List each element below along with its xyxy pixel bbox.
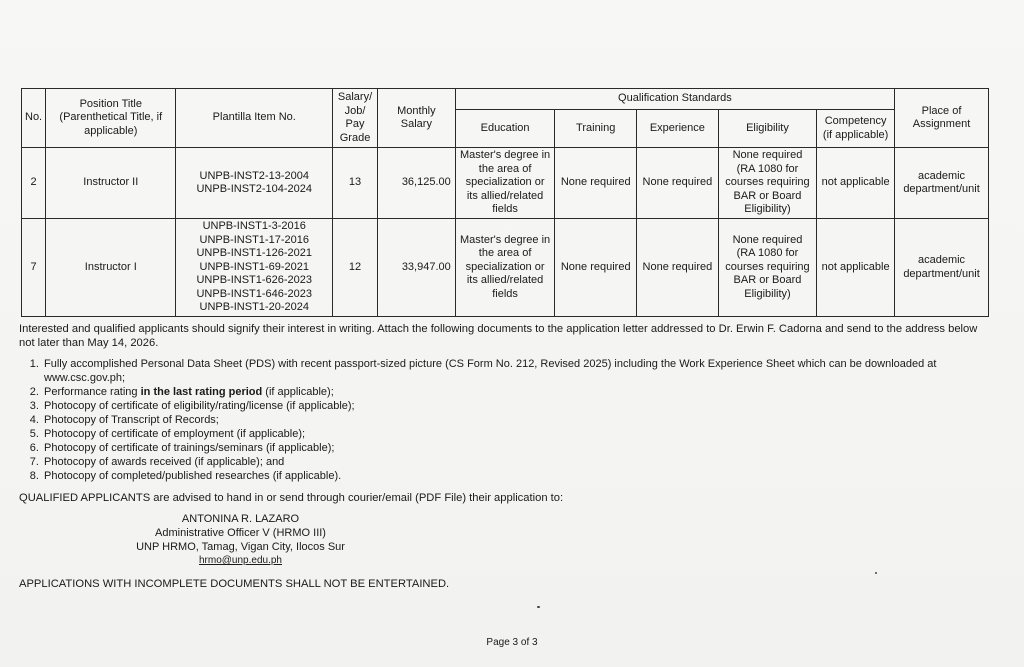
signatory-block [118,512,363,568]
plantilla-item: UNPB-INST1-126-2021 [196,247,313,260]
plantilla-item: UNPB-INST1-69-2021 [199,260,309,273]
row-training: None required [555,148,637,219]
row-position: Instructor II [46,148,176,219]
list-item: 7. Photocopy of awards received (if applicable); and [42,455,992,469]
row-salary: 33,947.00 [378,219,456,317]
table-row [22,148,989,219]
row-plantilla [176,219,333,317]
row-training: None required [555,219,637,317]
header-training: Training [555,110,637,148]
row-competency: not applicable [817,148,895,219]
scan-speck [875,572,877,574]
signatory-email-link[interactable]: hrmo@unp.edu.ph [199,555,282,566]
header-competency: Competency (if applicable) [817,110,895,148]
list-item-emphasis: in the last rating period [140,386,263,398]
row-place: academic department/unit [895,148,989,219]
row-place: academic department/unit [895,219,989,317]
page-number: Page 3 of 3 [486,637,538,648]
header-no: No. [22,89,46,148]
scan-speck [537,606,540,608]
row-plantilla [176,148,333,219]
plantilla-item: UNPB-INST1-20-2024 [199,301,309,314]
row-eligibility: None required (RA 1080 for courses requiring BAR or Board Eligibility) [718,219,816,317]
plantilla-item: UNPB-INST2-104-2024 [196,183,313,195]
list-item: 6. Photocopy of certificate of trainings/seminars (if applicable); [42,441,992,455]
intro-paragraph: Interested and qualified applicants should signify their interest in writing. Attach the following documents to the application letter addressed to Dr. Erwin F. Cadorna and send to the address below not later than May 14, 2026. [19,323,978,349]
header-place: Place of Assignment [895,89,989,148]
header-experience: Experience [637,110,719,148]
row-eligibility: None required (RA 1080 for courses requiring BAR or Board Eligibility) [718,148,816,219]
row-competency: not applicable [817,219,895,317]
row-education: Master's degree in the area of specialization or its allied/related fields [455,219,555,317]
header-plantilla: Plantilla Item No. [176,89,333,148]
list-item: 8. Photocopy of completed/published researches (if applicable). [42,469,992,483]
list-item-text: (if applicable); [262,386,334,398]
header-eligibility: Eligibility [718,110,816,148]
header-position-title: Position Title (Parenthetical Title, if applicable) [46,89,176,148]
signatory-position: Administrative Officer V (HRMO III) [155,527,326,539]
list-item [42,385,992,399]
list-item-text: Performance rating [44,386,141,398]
row-grade: 12 [333,219,378,317]
list-item: 4. Photocopy of Transcript of Records; [42,413,992,427]
row-no: 2 [22,148,46,219]
list-item: 1. Fully accomplished Personal Data Sheet (PDS) with recent passport-sized picture (CS Form No. 212, Revised 2025) including the Work Experience Sheet which can be downloaded at www.csc.gov.ph; [42,357,992,385]
signatory-office: UNP HRMO, Tamag, Vigan City, Ilocos Sur [136,541,345,553]
hand-in-instruction: QUALIFIED APPLICANTS are advised to hand in or send through courier/email (PDF File) their application to: [19,492,564,504]
plantilla-item: UNPB-INST2-13-2004 [199,169,309,182]
row-position: Instructor I [46,219,176,317]
header-salary-grade: Salary/ Job/ Pay Grade [333,89,378,148]
list-item: 3. Photocopy of certificate of eligibility/rating/license (if applicable); [42,399,992,413]
list-item: 5. Photocopy of certificate of employment (if applicable); [42,427,992,441]
warning-notice: APPLICATIONS WITH INCOMPLETE DOCUMENTS SHALL NOT BE ENTERTAINED. [19,578,450,590]
row-experience: None required [637,219,719,317]
row-experience: None required [637,148,719,219]
table-row [22,219,989,317]
plantilla-item: UNPB-INST1-3-2016 [202,220,306,233]
header-education: Education [455,110,555,148]
vacancy-table [21,88,989,317]
row-no: 7 [22,219,46,317]
plantilla-item: UNPB-INST1-626-2023 [196,274,313,287]
row-education: Master's degree in the area of specialization or its allied/related fields [455,148,555,219]
header-monthly-salary: Monthly Salary [378,89,456,148]
row-grade: 13 [333,148,378,219]
row-salary: 36,125.00 [378,148,456,219]
plantilla-item: UNPB-INST1-646-2023 [196,287,313,300]
plantilla-item: UNPB-INST1-17-2016 [199,233,309,246]
header-qualification-standards: Qualification Standards [455,89,894,110]
requirements-list [24,357,992,483]
signatory-name: ANTONINA R. LAZARO [181,513,300,525]
